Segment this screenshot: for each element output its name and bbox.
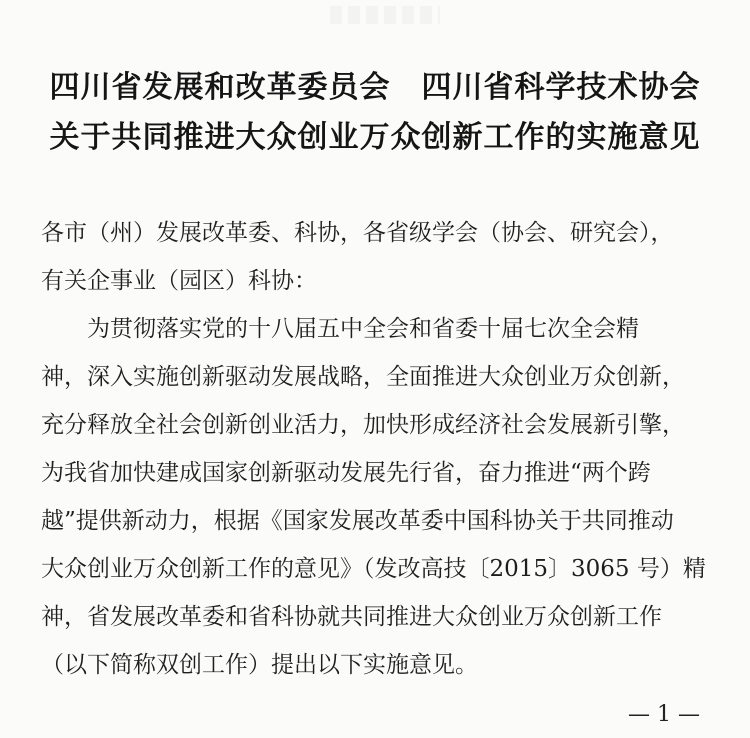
body-line-7: 越”提供新动力，根据《国家发展改革委中国科协关于共同推动 [41,508,674,534]
body-line-8: 大众创业万众创新工作的意见》（发改高技〔2015〕3065 号）精 [41,556,706,582]
body-line-2: 有关企事业（园区）科协： [41,268,317,294]
body-line-4: 神，深入实施创新驱动发展战略，全面推进大众创业万众创新， [41,364,685,390]
body-line-6: 为我省加快建成国家创新驱动发展先行省，奋力推进“两个跨 [41,460,651,486]
document-title-line-1: 四川省发展和改革委员会 四川省科学技术协会 [49,70,701,105]
body-line-10: （以下简称双创工作）提出以下实施意见。 [41,652,478,678]
body-line-5: 充分释放全社会创新创业活力，加快形成经济社会发展新引擎， [41,412,685,438]
faint-header-mark [330,6,440,24]
body-line-3: 为贯彻落实党的十八届五中全会和省委十届七次全会精 [41,316,639,342]
document-title-line-2: 关于共同推进大众创业万众创新工作的实施意见 [49,120,701,155]
body-line-9: 神，省发展改革委和省科协就共同推进大众创业万众创新工作 [41,604,662,630]
page-number: — 1 — [628,702,700,727]
body-line-1: 各市（州）发展改革委、科协，各省级学会（协会、研究会）， [41,220,674,246]
